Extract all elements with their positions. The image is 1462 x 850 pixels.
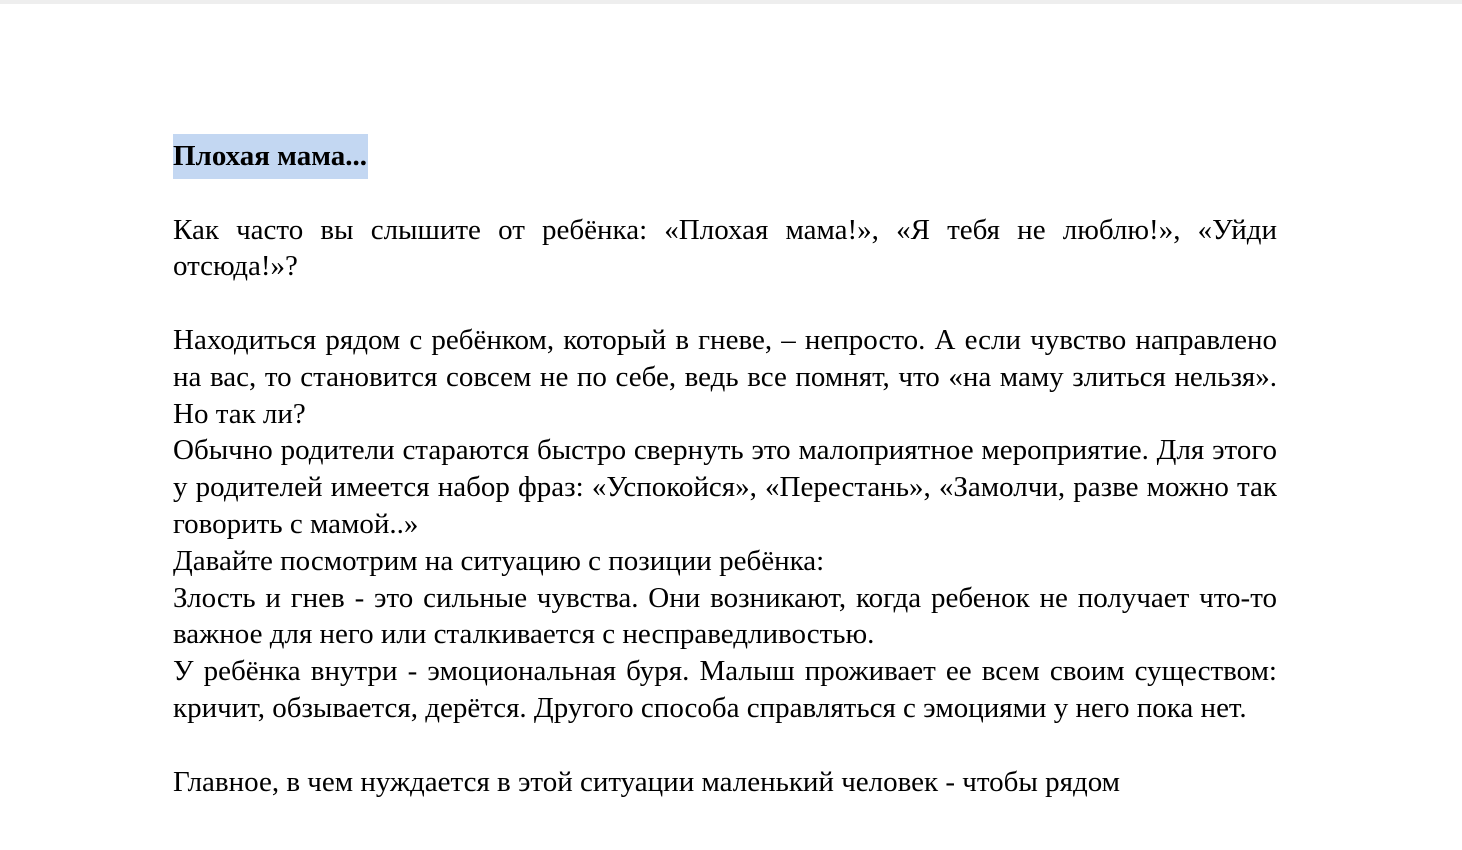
document-page[interactable] [0, 4, 1462, 850]
empty-line [173, 727, 1277, 764]
paragraph[interactable]: Находиться рядом с ребёнком, который в гневе, – непросто. А если чувство направлено на вас, то становится совсем не по себе, ведь все помнят, что «на маму злиться нельзя». Но так ли? [173, 323, 1277, 430]
document-title[interactable]: Плохая мама... [173, 134, 368, 179]
paragraph[interactable]: У ребёнка внутри - эмоциональная буря. Малыш проживает ее всем своим существом: кричит, обзывается, дерётся. Другого способа справляться с эмоциями у него пока нет. [173, 655, 1277, 724]
paragraph-partial[interactable]: Главное, в чем нуждается в этой ситуации маленький человек - чтобы рядом [173, 765, 1121, 798]
paragraph[interactable]: Злость и гнев - это сильные чувства. Они возникают, когда ребенок не получает что-то важное для него или сталкивается с несправедливостью. [173, 581, 1277, 651]
paragraph[interactable]: Обычно родители стараются быстро свернуть это малоприятное мероприятие. Для этого у родителей имеется набор фраз: «Успокойся», «Перестань», «Замолчи, разве можно так говорить с мамой..» [173, 434, 1277, 540]
title-line [173, 138, 1277, 175]
empty-line [173, 175, 1277, 212]
paragraph[interactable]: Давайте посмотрим на ситуацию с позиции ребёнка: [173, 544, 825, 577]
paragraph-intro[interactable]: Как часто вы слышите от ребёнка: «Плохая мама!», «Я тебя не люблю!», «Уйди отсюда!»? [173, 213, 1277, 283]
document-body[interactable] [173, 138, 1277, 837]
empty-line [173, 285, 1277, 322]
